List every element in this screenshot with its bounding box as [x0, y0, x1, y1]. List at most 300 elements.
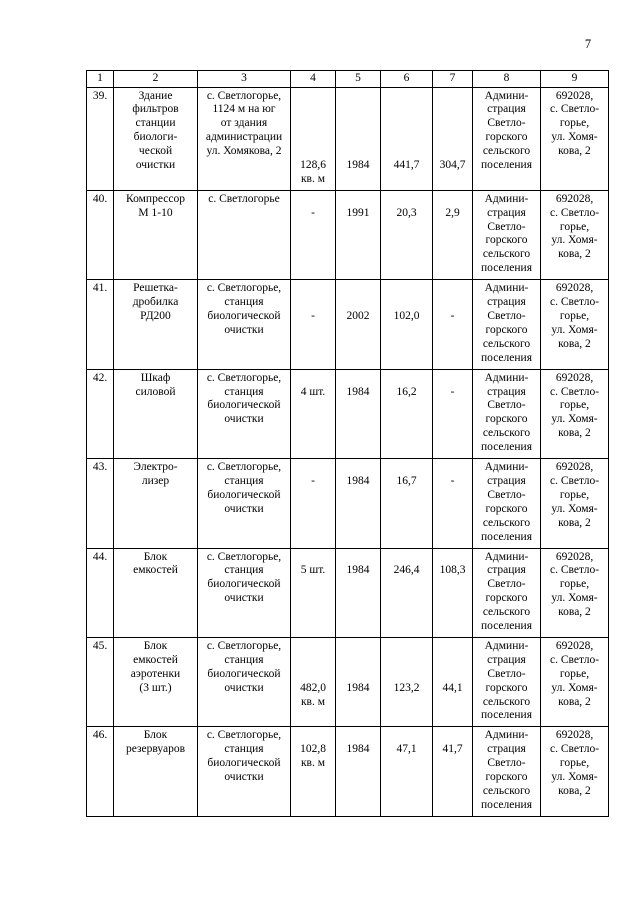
table-cell — [291, 548, 336, 637]
column-header: 8 — [473, 71, 541, 88]
table-cell — [198, 190, 291, 279]
cell-line: горского — [485, 323, 528, 336]
cell-line: Админи- — [484, 729, 529, 742]
table-cell — [198, 369, 291, 458]
cell-line: поселения — [481, 709, 532, 722]
cell-line: 20,3 — [396, 206, 417, 219]
cell-line: биологической — [207, 578, 281, 591]
cell-line: биологической — [207, 667, 281, 680]
table-cell — [381, 727, 433, 816]
cell-line: лизер — [141, 474, 170, 487]
cell-line — [382, 729, 431, 743]
cell-line: очистки — [224, 502, 264, 515]
table-cell — [336, 280, 381, 369]
cell-line: страция — [487, 653, 526, 666]
cell-line — [382, 668, 431, 682]
cell-line: - — [311, 474, 315, 487]
cell-line — [382, 551, 431, 565]
cell-line — [337, 668, 379, 682]
cell-line: 692028, — [555, 282, 594, 295]
cell-line: горье, — [559, 488, 590, 501]
cell-line: кова, 2 — [558, 695, 591, 708]
cell-line: Светло- — [487, 488, 526, 501]
cell-line: 2002 — [346, 309, 370, 322]
table-cell — [87, 637, 114, 726]
cell-line: 43. — [92, 461, 108, 474]
cell-line: 692028, — [555, 461, 594, 474]
cell-line: горского — [485, 413, 528, 426]
cell-line — [337, 282, 379, 296]
cell-line — [337, 640, 379, 654]
cell-line: поселения — [481, 620, 532, 633]
cell-line: Шкаф — [140, 371, 171, 384]
table-row — [87, 280, 609, 369]
table-cell — [541, 459, 609, 548]
cell-line: Админи- — [484, 461, 529, 474]
cell-line: с. Светло- — [549, 385, 600, 398]
table-cell — [541, 637, 609, 726]
cell-line: очистки — [224, 681, 264, 694]
cell-line: 5 шт. — [300, 564, 326, 577]
cell-line: Светло- — [487, 757, 526, 770]
cell-line — [292, 193, 334, 207]
cell-line — [434, 296, 471, 310]
cell-line — [337, 145, 379, 159]
cell-line: сельского — [482, 606, 531, 619]
cell-line: кова, 2 — [558, 606, 591, 619]
cell-line: 692028, — [555, 729, 594, 742]
cell-line: от здания — [220, 117, 268, 130]
cell-line: силовой — [135, 385, 176, 398]
cell-line: биологи- — [133, 131, 178, 144]
column-header: 5 — [336, 71, 381, 88]
cell-line: сельского — [482, 337, 531, 350]
cell-line: 1984 — [346, 385, 370, 398]
cell-line: 1984 — [346, 743, 370, 756]
cell-line: ул. Хомя- — [551, 413, 598, 426]
header-row — [87, 71, 609, 88]
cell-line: очистки — [224, 413, 264, 426]
cell-line: аэротенки — [130, 667, 181, 680]
table-cell — [381, 280, 433, 369]
cell-line — [382, 131, 431, 145]
cell-line: сельского — [482, 785, 531, 798]
column-header: 2 — [114, 71, 198, 88]
cell-line: резервуаров — [125, 743, 186, 756]
table-cell — [114, 369, 198, 458]
cell-line: ул. Хомя- — [551, 131, 598, 144]
cell-line: 304,7 — [439, 158, 466, 171]
table-cell — [198, 548, 291, 637]
table-cell — [473, 727, 541, 816]
cell-line — [292, 461, 334, 475]
cell-line: (3 шт.) — [139, 681, 172, 694]
cell-line — [337, 729, 379, 743]
cell-line: 1984 — [346, 158, 370, 171]
cell-line: сельского — [482, 516, 531, 529]
cell-line: сельского — [482, 695, 531, 708]
cell-line: горского — [485, 681, 528, 694]
cell-line: сельского — [482, 427, 531, 440]
cell-line: с. Светлогорье — [208, 192, 280, 205]
cell-line — [382, 654, 431, 668]
cell-line — [292, 654, 334, 668]
cell-line: 692028, — [555, 89, 594, 102]
cell-line: горского — [485, 592, 528, 605]
cell-line: биологической — [207, 310, 281, 323]
table-cell — [114, 727, 198, 816]
table-row — [87, 637, 609, 726]
cell-line: поселения — [481, 351, 532, 364]
table-cell — [87, 190, 114, 279]
table-cell — [473, 369, 541, 458]
cell-line: Админи- — [484, 282, 529, 295]
cell-line: с. Светлогорье, — [206, 89, 282, 102]
table-cell — [433, 369, 473, 458]
table-cell — [541, 548, 609, 637]
table-cell — [473, 548, 541, 637]
cell-line: страция — [487, 385, 526, 398]
cell-line: Решетка- — [133, 282, 178, 295]
table-cell — [433, 280, 473, 369]
cell-line — [292, 145, 334, 159]
cell-line: - — [311, 309, 315, 322]
cell-line: горского — [485, 131, 528, 144]
cell-line: станция — [224, 474, 264, 487]
cell-line: страция — [487, 564, 526, 577]
table-row — [87, 87, 609, 190]
cell-line: с. Светло- — [549, 103, 600, 116]
cell-line: М 1-10 — [138, 206, 173, 219]
table-cell — [433, 190, 473, 279]
table-cell — [291, 190, 336, 279]
cell-line — [292, 551, 334, 565]
cell-line: 1124 м на юг — [212, 103, 276, 116]
cell-line — [382, 296, 431, 310]
cell-line: - — [450, 309, 455, 322]
cell-line — [292, 640, 334, 654]
cell-line: администрации — [205, 131, 283, 144]
cell-line: с. Светлогорье, — [206, 729, 282, 742]
cell-line: станция — [224, 653, 264, 666]
cell-line: Админи- — [484, 192, 529, 205]
cell-line: горье, — [559, 117, 590, 130]
cell-line — [292, 103, 334, 117]
cell-line: Админи- — [484, 550, 529, 563]
cell-line — [434, 461, 471, 475]
table-cell — [114, 548, 198, 637]
table-cell — [291, 459, 336, 548]
cell-line: кв. м — [300, 172, 326, 185]
table-cell — [336, 637, 381, 726]
cell-line — [292, 117, 334, 131]
table-cell — [87, 87, 114, 190]
table-cell — [291, 280, 336, 369]
cell-line: страция — [487, 743, 526, 756]
cell-line: станция — [224, 385, 264, 398]
table-cell — [541, 190, 609, 279]
cell-line: ул. Хомякова, 2 — [206, 145, 282, 158]
cell-line — [337, 131, 379, 145]
cell-line: - — [450, 474, 455, 487]
cell-line: кова, 2 — [558, 427, 591, 440]
table-cell — [381, 548, 433, 637]
cell-line — [382, 372, 431, 386]
cell-line: фильтров — [132, 103, 179, 116]
cell-line — [434, 654, 471, 668]
table-cell — [114, 87, 198, 190]
cell-line: Блок — [143, 729, 168, 742]
cell-line: Светло- — [487, 220, 526, 233]
cell-line: горье, — [559, 399, 590, 412]
cell-line: с. Светлогорье, — [206, 550, 282, 563]
table-cell — [433, 87, 473, 190]
cell-line: 41,7 — [442, 743, 463, 756]
cell-line: Блок — [143, 639, 168, 652]
cell-line: очистки — [224, 323, 264, 336]
table-cell — [291, 637, 336, 726]
table-cell — [381, 459, 433, 548]
cell-line: 128,6 — [300, 158, 326, 171]
cell-line: горье, — [559, 310, 590, 323]
cell-line: 2,9 — [445, 206, 460, 219]
cell-line: 692028, — [555, 639, 594, 652]
cell-line — [337, 90, 379, 104]
cell-line: сельского — [482, 145, 531, 158]
cell-line: емкостей — [133, 653, 178, 666]
table-cell — [433, 727, 473, 816]
cell-line: 40. — [92, 192, 108, 205]
cell-line — [434, 90, 471, 104]
cell-line: РД200 — [140, 310, 171, 323]
table-cell — [433, 459, 473, 548]
cell-line: поселения — [481, 798, 532, 811]
cell-line: поселения — [481, 159, 532, 172]
cell-line: 16,2 — [396, 385, 417, 398]
cell-line — [337, 551, 379, 565]
cell-line — [434, 729, 471, 743]
cell-line — [382, 103, 431, 117]
cell-line: с. Светло- — [549, 296, 600, 309]
cell-line: с. Светло- — [549, 474, 600, 487]
cell-line: с. Светло- — [549, 653, 600, 666]
cell-line: 42. — [92, 371, 108, 384]
table-cell — [114, 459, 198, 548]
cell-line: с. Светло- — [549, 564, 600, 577]
cell-line — [337, 372, 379, 386]
property-table — [86, 70, 609, 817]
cell-line: Светло- — [487, 578, 526, 591]
table-row — [87, 369, 609, 458]
table-cell — [336, 548, 381, 637]
cell-line — [382, 145, 431, 159]
cell-line: ул. Хомя- — [551, 592, 598, 605]
cell-line: Светло- — [487, 399, 526, 412]
cell-line: 123,2 — [393, 681, 420, 694]
cell-line: 692028, — [555, 192, 594, 205]
cell-line — [292, 282, 334, 296]
cell-line: Светло- — [487, 667, 526, 680]
cell-line: станции — [135, 117, 176, 130]
cell-line: 441,7 — [393, 158, 420, 171]
table-cell — [473, 280, 541, 369]
table-cell — [336, 727, 381, 816]
table-cell — [198, 87, 291, 190]
cell-line — [337, 654, 379, 668]
table-cell — [336, 190, 381, 279]
cell-line: 41. — [92, 282, 108, 295]
table-cell — [87, 548, 114, 637]
table-cell — [114, 280, 198, 369]
cell-line: с. Светло- — [549, 743, 600, 756]
cell-line: сельского — [482, 248, 531, 261]
cell-line — [337, 193, 379, 207]
cell-line: кова, 2 — [558, 337, 591, 350]
table-cell — [433, 637, 473, 726]
cell-line: очистки — [224, 771, 264, 784]
cell-line: 39. — [92, 89, 108, 102]
table-cell — [114, 637, 198, 726]
cell-line — [382, 282, 431, 296]
page-number: 7 — [584, 37, 592, 51]
cell-line: с. Светлогорье, — [206, 371, 282, 384]
cell-line: страция — [487, 206, 526, 219]
cell-line: 16,7 — [396, 474, 417, 487]
table-cell — [198, 637, 291, 726]
cell-line — [434, 640, 471, 654]
cell-line: 1984 — [346, 681, 370, 694]
table-row — [87, 459, 609, 548]
table-cell — [381, 87, 433, 190]
cell-line: 108,3 — [439, 564, 466, 577]
table-cell — [336, 459, 381, 548]
cell-line: емкостей — [133, 564, 178, 577]
table-cell — [541, 87, 609, 190]
cell-line: Здание — [138, 89, 173, 102]
cell-line: кова, 2 — [558, 516, 591, 529]
cell-line: ческой — [138, 145, 173, 158]
cell-line — [382, 117, 431, 131]
cell-line — [434, 668, 471, 682]
cell-line — [382, 90, 431, 104]
cell-line: с. Светлогорье, — [206, 282, 282, 295]
table-cell — [381, 190, 433, 279]
cell-line: 1984 — [346, 474, 370, 487]
cell-line: дробилка — [132, 296, 179, 309]
cell-line — [292, 372, 334, 386]
cell-line: 692028, — [555, 550, 594, 563]
cell-line: горье, — [559, 757, 590, 770]
column-header: 6 — [381, 71, 433, 88]
cell-line — [434, 131, 471, 145]
cell-line: ул. Хомя- — [551, 323, 598, 336]
cell-line — [382, 640, 431, 654]
cell-line: горского — [485, 234, 528, 247]
cell-line: биологической — [207, 757, 281, 770]
table-cell — [473, 459, 541, 548]
column-header: 3 — [198, 71, 291, 88]
cell-line: страция — [487, 296, 526, 309]
cell-line — [337, 461, 379, 475]
column-header: 4 — [291, 71, 336, 88]
cell-line: 4 шт. — [300, 385, 326, 398]
cell-line: кова, 2 — [558, 785, 591, 798]
cell-line: с. Светлогорье, — [206, 461, 282, 474]
cell-line: с. Светлогорье, — [206, 639, 282, 652]
cell-line: станция — [224, 743, 264, 756]
table-body — [87, 87, 609, 816]
column-header: 7 — [433, 71, 473, 88]
table-cell — [381, 369, 433, 458]
cell-line — [434, 193, 471, 207]
table-row — [87, 727, 609, 816]
cell-line — [292, 668, 334, 682]
table-cell — [87, 727, 114, 816]
column-header: 9 — [541, 71, 609, 88]
cell-line — [292, 90, 334, 104]
cell-line: ул. Хомя- — [551, 502, 598, 515]
cell-line: 44,1 — [442, 681, 463, 694]
cell-line — [434, 282, 471, 296]
cell-line: станция — [224, 296, 264, 309]
cell-line: биологической — [207, 488, 281, 501]
cell-line — [382, 193, 431, 207]
cell-line — [434, 145, 471, 159]
cell-line — [434, 103, 471, 117]
table-cell — [198, 459, 291, 548]
cell-line: Компрессор — [126, 192, 185, 205]
table-cell — [198, 727, 291, 816]
table-row — [87, 190, 609, 279]
cell-line: Блок — [143, 550, 168, 563]
cell-line: Админи- — [484, 371, 529, 384]
cell-line: - — [450, 385, 455, 398]
table-cell — [87, 459, 114, 548]
table-cell — [114, 190, 198, 279]
cell-line — [434, 117, 471, 131]
cell-line: кв. м — [300, 757, 326, 770]
cell-line: 482,0 — [300, 681, 326, 694]
cell-line: 246,4 — [393, 564, 420, 577]
cell-line — [337, 117, 379, 131]
cell-line: горского — [485, 771, 528, 784]
cell-line: 1991 — [346, 206, 370, 219]
column-header: 1 — [87, 71, 114, 88]
cell-line: ул. Хомя- — [551, 681, 598, 694]
cell-line: Электро- — [133, 461, 178, 474]
cell-line: Светло- — [487, 117, 526, 130]
cell-line — [434, 551, 471, 565]
cell-line: 44. — [92, 550, 108, 563]
cell-line — [292, 131, 334, 145]
cell-line: горского — [485, 502, 528, 515]
cell-line: горье, — [559, 578, 590, 591]
cell-line — [337, 296, 379, 310]
cell-line: 47,1 — [396, 743, 417, 756]
cell-line: 46. — [92, 729, 108, 742]
cell-line: 1984 — [346, 564, 370, 577]
cell-line — [292, 296, 334, 310]
table-cell — [336, 369, 381, 458]
cell-line: поселения — [481, 530, 532, 543]
table-cell — [336, 87, 381, 190]
cell-line: страция — [487, 474, 526, 487]
cell-line: 692028, — [555, 371, 594, 384]
cell-line — [337, 103, 379, 117]
table-cell — [87, 369, 114, 458]
table-cell — [473, 637, 541, 726]
table-row — [87, 548, 609, 637]
